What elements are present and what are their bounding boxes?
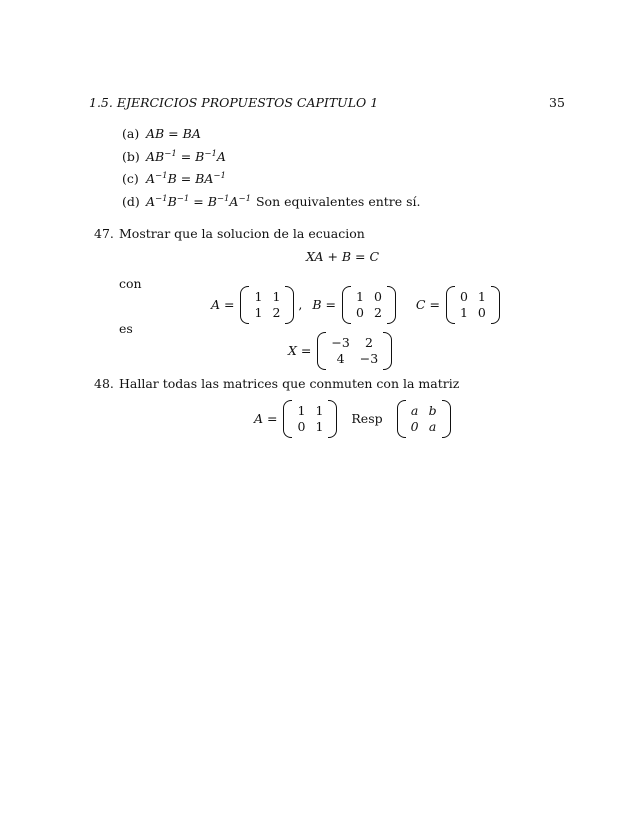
list-item bbox=[122, 170, 226, 186]
matrix-C-label: C = bbox=[415, 296, 440, 312]
matrix-B-label: B = bbox=[312, 296, 337, 312]
matrix-entry: 0 bbox=[410, 418, 419, 434]
matrix-entry: 1 bbox=[297, 403, 306, 418]
con-label: con bbox=[119, 276, 142, 291]
matrix-entry: a bbox=[410, 403, 419, 418]
matrix-entry: 1 bbox=[356, 289, 364, 304]
matrix-entry: 0 bbox=[373, 289, 382, 304]
list-item bbox=[122, 128, 201, 141]
section-title: 1.5. EJERCICIOS PROPUESTOS CAPITULO 1 bbox=[89, 95, 379, 110]
page-number: 35 bbox=[549, 95, 565, 110]
list-item-label: (d) bbox=[122, 194, 140, 209]
matrix-entry: 0 bbox=[297, 418, 306, 434]
matrix-entry: a bbox=[428, 418, 437, 434]
matrix-A bbox=[240, 286, 294, 324]
matrix-entry: 0 bbox=[356, 304, 364, 320]
list-item-label: (a) bbox=[122, 126, 140, 141]
matrix-A48-label: A = bbox=[254, 410, 278, 426]
matrix-A-group bbox=[211, 286, 500, 324]
problem-48-group bbox=[254, 400, 451, 438]
matrix-entry: 2 bbox=[365, 335, 373, 350]
list-item-label: (c) bbox=[122, 171, 139, 186]
list-item-label: (b) bbox=[122, 149, 140, 164]
matrix-entry: 1 bbox=[315, 418, 324, 434]
matrix-A48 bbox=[283, 400, 337, 438]
list-item-expression: $A^{-1}B = BA^{-1}$ bbox=[146, 170, 226, 186]
list-item bbox=[122, 193, 421, 209]
list-item-expression: AB = BA bbox=[146, 126, 201, 141]
matrix-entry: 2 bbox=[373, 304, 382, 320]
matrix-X bbox=[317, 332, 392, 370]
matrix-answer bbox=[397, 400, 451, 438]
problem-47-equation: XA + B = C bbox=[306, 249, 380, 264]
list-item bbox=[122, 148, 226, 164]
problem-47-statement: Mostrar que la solucion de la ecuacion bbox=[119, 226, 365, 241]
matrix-entry: 1 bbox=[272, 289, 281, 304]
matrix-comma: , bbox=[298, 296, 303, 312]
matrix-entry: −3 bbox=[331, 335, 350, 350]
matrix-C bbox=[446, 286, 500, 324]
list-item-expression: $A^{-1}B^{-1} = B^{-1}A^{-1}$ bbox=[146, 193, 251, 209]
matrix-entry: 1 bbox=[477, 289, 486, 304]
matrix-X-label: X = bbox=[288, 342, 312, 358]
matrix-entry: 2 bbox=[272, 304, 281, 320]
es-label: es bbox=[119, 321, 133, 336]
problem-47-number: 47. bbox=[94, 226, 114, 241]
problem-48-number: 48. bbox=[94, 376, 114, 391]
list-item-expression: $AB^{-1} = B^{-1}A$ bbox=[146, 148, 226, 164]
list-item-remark: Son equivalentes entre sí. bbox=[255, 194, 421, 209]
matrix-entry: 0 bbox=[477, 304, 486, 320]
matrix-entry: 4 bbox=[336, 350, 345, 366]
matrix-A-label: A = bbox=[211, 296, 235, 312]
matrix-entry: 1 bbox=[459, 304, 468, 320]
matrix-entry: −3 bbox=[359, 350, 379, 366]
matrix-entry: 1 bbox=[254, 289, 263, 304]
problem-48-statement: Hallar todas las matrices que conmuten con la matriz bbox=[119, 376, 460, 391]
matrix-entry: 0 bbox=[459, 289, 468, 304]
matrix-entry: 1 bbox=[254, 304, 263, 320]
matrix-entry: 1 bbox=[315, 403, 324, 418]
matrix-entry: b bbox=[428, 403, 437, 418]
matrix-X-group bbox=[288, 332, 392, 370]
resp-label: Resp bbox=[351, 410, 383, 426]
matrix-B bbox=[342, 286, 396, 324]
